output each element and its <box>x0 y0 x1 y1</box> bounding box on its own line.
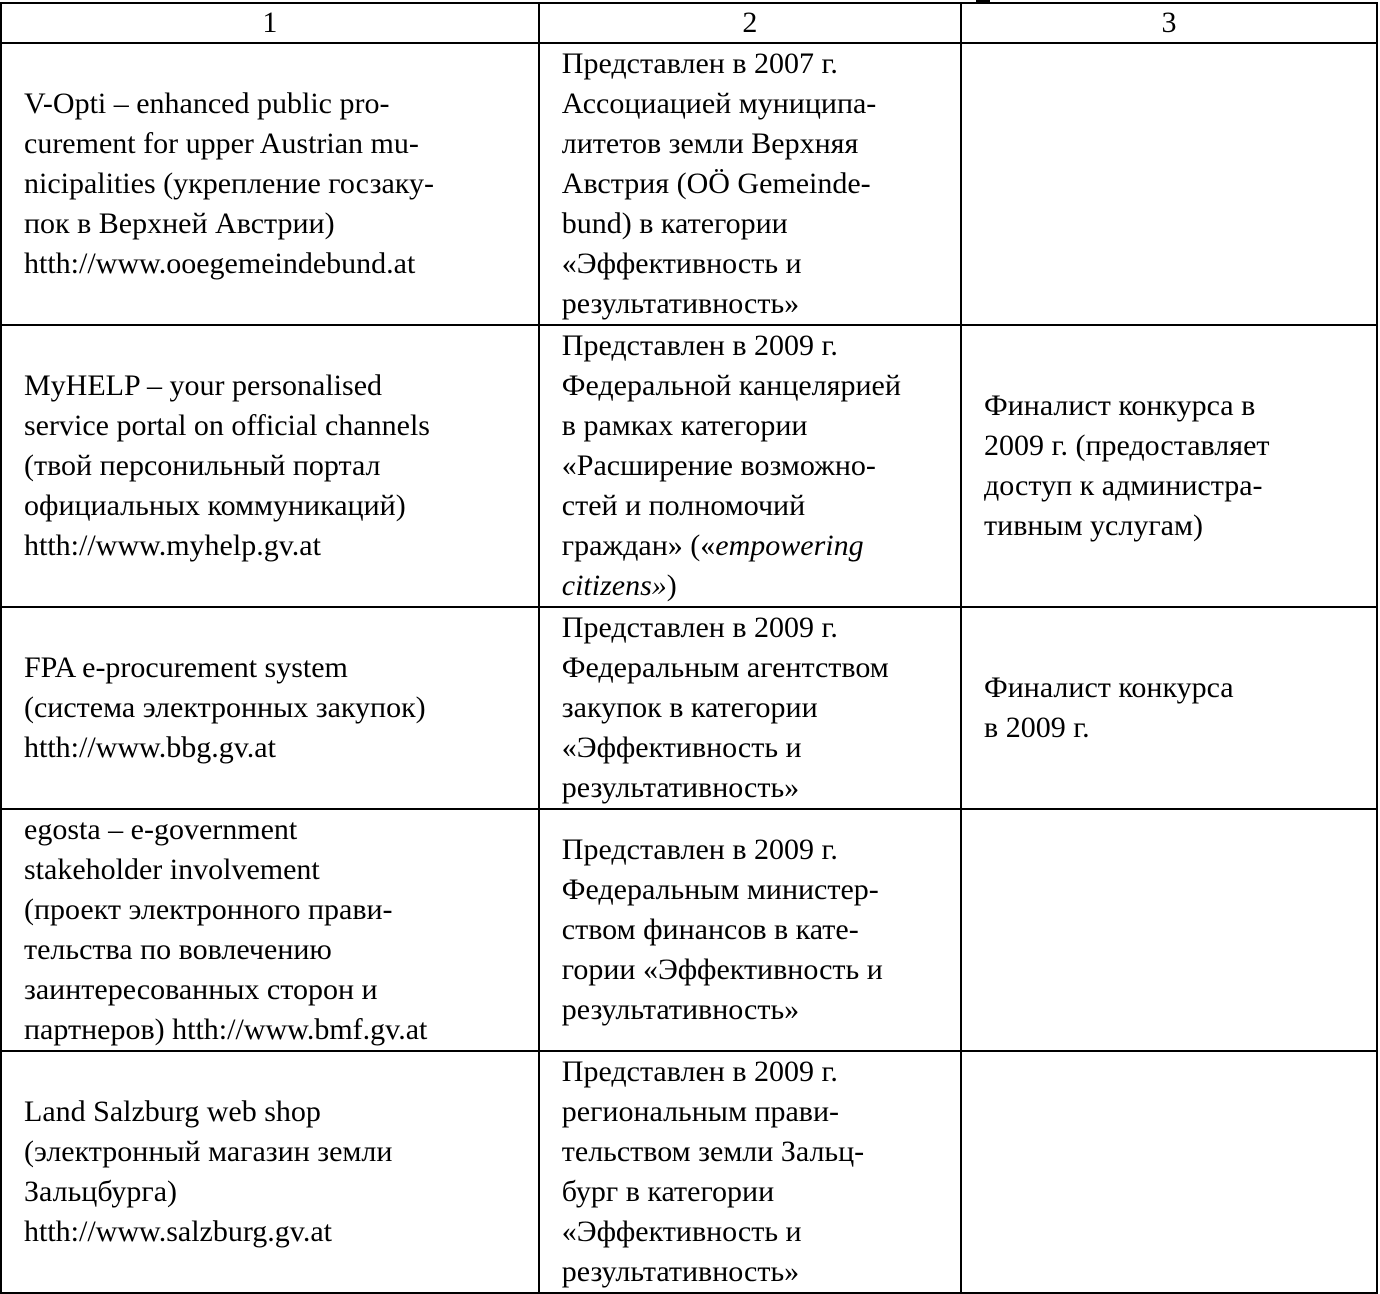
project-name-cell: Land Salzburg web shop (электронный магазин земли Зальцбурга) htth://www.salzburg.gv.at <box>1 1051 539 1293</box>
table-row <box>1 43 1377 325</box>
project-name-cell: MyHELP – your personalised service portal on official channels (твой персонильный портал официальных коммуникаций) htth://www.myhelp.gv.at <box>1 325 539 607</box>
submission-cell <box>539 325 961 607</box>
table-row <box>1 1051 1377 1293</box>
header-cell-2: 2 <box>539 3 961 43</box>
submission-text: Представлен в 2009 г. Федеральной канцелярией в рамках категории «Расширение возможно- стей и полномочий граждан» (« <box>561 329 901 562</box>
header-cell-3: 3 <box>961 3 1377 43</box>
project-name-cell: FPA e-procurement system (система электронных закупок) htth://www.bbg.gv.at <box>1 607 539 809</box>
submission-tail-text: ) <box>666 569 677 602</box>
submission-cell: Представлен в 2007 г. Ассоциацией муниципа- литетов земли Верхняя Австрия (ОÖ Gemeinde- bund) в категории «Эффективность и результативность» <box>539 43 961 325</box>
header-cell-1: 1 <box>1 3 539 43</box>
table-header-row <box>1 3 1377 43</box>
result-cell: Финалист конкурса в 2009 г. <box>961 607 1377 809</box>
submission-italic-text: empowering citizens» <box>561 529 864 602</box>
result-cell: Финалист конкурса в 2009 г. (предоставляет доступ к администра- тивным услугам) <box>961 325 1377 607</box>
submission-cell: Представлен в 2009 г. региональным прави- тельством земли Зальц- бург в категории «Эффективность и результативность» <box>539 1051 961 1293</box>
table-row <box>1 607 1377 809</box>
table-row <box>1 809 1377 1051</box>
result-cell <box>961 809 1377 1051</box>
projects-table <box>0 2 1378 1294</box>
result-cell <box>961 1051 1377 1293</box>
submission-cell: Представлен в 2009 г. Федеральным агентством закупок в категории «Эффективность и результативность» <box>539 607 961 809</box>
table-row <box>1 325 1377 607</box>
submission-cell: Представлен в 2009 г. Федеральным министер- ством финансов в кате- гории «Эффективность и результативность» <box>539 809 961 1051</box>
result-cell <box>961 43 1377 325</box>
project-name-cell: egosta – e-government stakeholder involvement (проект электронного прави- тельства по вовлечению заинтересованных сторон и партнеров) htth://www.bmf.gv.at <box>1 809 539 1051</box>
project-name-cell: V-Opti – enhanced public pro- curement for upper Austrian mu- nicipalities (укрепление госзаку- пок в Верхней Австрии) htth://www.ooegemeindebund.at <box>1 43 539 325</box>
